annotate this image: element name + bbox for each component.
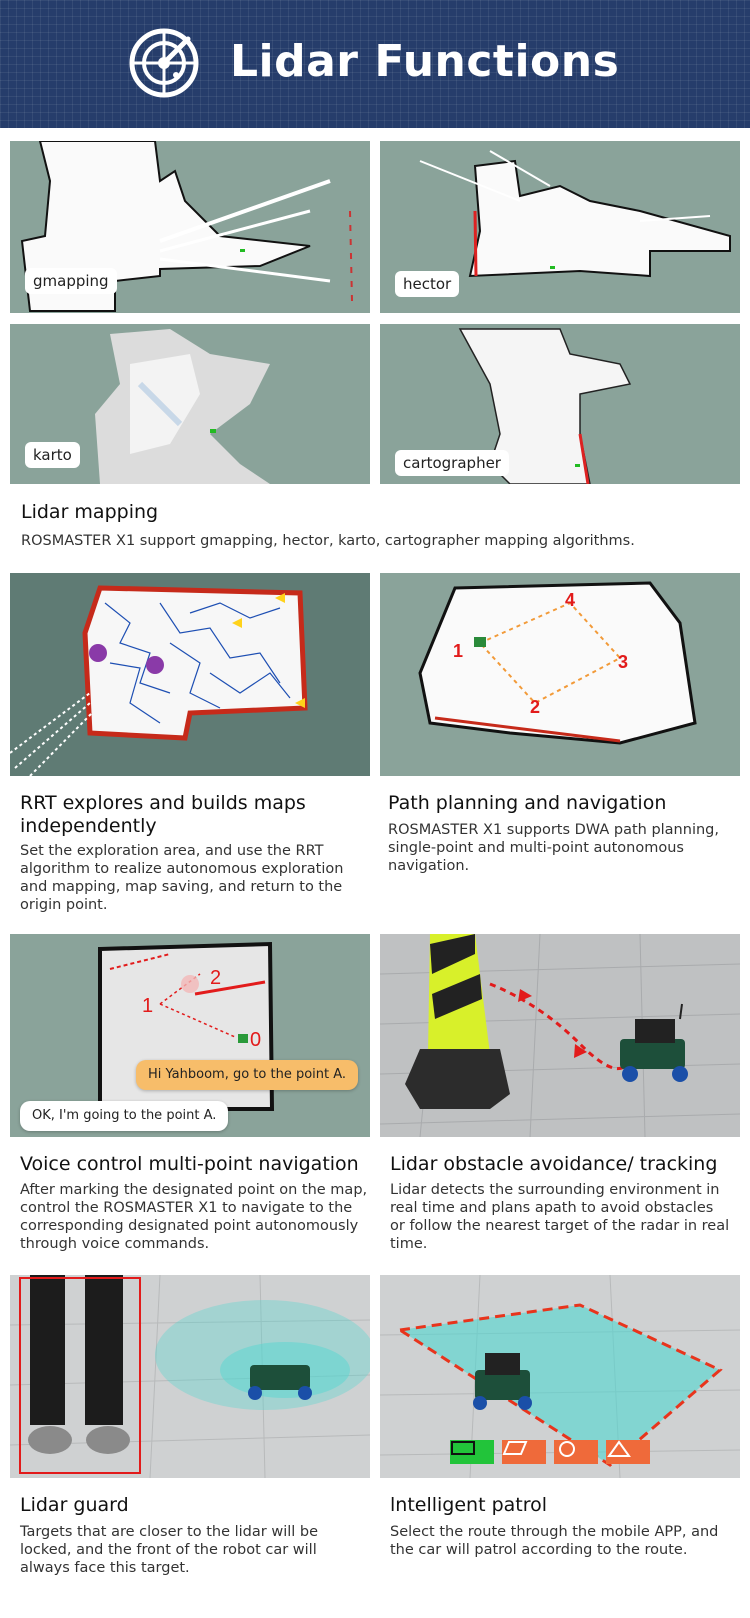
intelligent-patrol-photo (380, 1275, 740, 1478)
rectangle-route-icon (450, 1440, 476, 1456)
karto-map-image (10, 324, 370, 484)
lidar-guard-title: Lidar guard (20, 1494, 129, 1516)
path-desc-line: navigation. (388, 858, 470, 874)
patrol-desc-line: Select the route through the mobile APP, and (390, 1524, 719, 1540)
path-point-2: 2 (530, 697, 541, 717)
hector-map-image (380, 141, 740, 313)
voice-navigation-map-image (10, 934, 370, 1137)
lidar-mapping-desc: ROSMASTER X1 support gmapping, hector, karto, cartographer mapping algorithms. (21, 533, 635, 549)
page-title: Lidar Functions (230, 36, 620, 87)
guard-desc-line: always face this target. (20, 1560, 190, 1576)
rrt-desc-line: and mapping, map saving, and return to the (20, 879, 343, 895)
rrt-desc-line: Set the exploration area, and use the RRT (20, 843, 324, 859)
rrt-desc-line: origin point. (20, 897, 108, 913)
rrt-title-line1: RRT explores and builds maps (20, 792, 306, 814)
circle-route-button[interactable] (554, 1440, 598, 1464)
path-planning-title: Path planning and navigation (388, 792, 667, 814)
voice-point-2: 2 (210, 967, 222, 989)
karto-tag: karto (25, 442, 80, 468)
path-point-4: 4 (565, 590, 576, 610)
voice-desc-line: through voice commands. (20, 1236, 210, 1252)
obstacle-avoidance-photo (380, 934, 740, 1137)
voice-desc-line: After marking the designated point on the map, (20, 1182, 368, 1198)
voice-navigation-title: Voice control multi-point navigation (20, 1153, 359, 1175)
user-voice-bubble: Hi Yahboom, go to the point A. (136, 1060, 358, 1090)
robot-voice-bubble: OK, I'm going to the point A. (20, 1101, 228, 1131)
parallelogram-route-icon (502, 1440, 528, 1456)
obstacle-avoidance-title: Lidar obstacle avoidance/ tracking (390, 1153, 718, 1175)
guard-desc-line: Targets that are closer to the lidar will be (20, 1524, 319, 1540)
path-desc-line: ROSMASTER X1 supports DWA path planning, (388, 822, 719, 838)
gmapping-tag: gmapping (25, 268, 117, 294)
rrt-title-line2: independently (20, 815, 157, 837)
voice-desc-line: corresponding designated point autonomously (20, 1218, 359, 1234)
cartographer-map-image (380, 324, 740, 484)
patrol-desc-line: the car will patrol according to the route. (390, 1542, 688, 1558)
avoid-desc-line: real time and plans apath to avoid obstacles (390, 1200, 714, 1216)
rrt-desc-line: algorithm to realize autonomous exploration (20, 861, 344, 877)
radar-icon (128, 27, 200, 99)
intelligent-patrol-title: lntelligent patrol (390, 1494, 548, 1516)
rectangle-route-button[interactable] (450, 1440, 494, 1464)
parallelogram-route-button[interactable] (502, 1440, 546, 1464)
gmapping-map-image (10, 141, 370, 313)
circle-route-icon (554, 1440, 580, 1458)
avoid-desc-line: time. (390, 1236, 428, 1252)
lidar-guard-photo (10, 1275, 370, 1478)
voice-desc-line: control the ROSMASTER X1 to navigate to the (20, 1200, 353, 1216)
triangle-route-button[interactable] (606, 1440, 650, 1464)
guard-desc-line: locked, and the front of the robot car will (20, 1542, 317, 1558)
hector-tag: hector (395, 271, 459, 297)
voice-point-a: 0 (250, 1029, 262, 1051)
path-desc-line: single-point and multi-point autonomous (388, 840, 684, 856)
avoid-desc-line: Lidar detects the surrounding environment in (390, 1182, 720, 1198)
cartographer-tag: cartographer (395, 450, 509, 476)
header-banner (0, 0, 750, 128)
triangle-route-icon (606, 1440, 632, 1458)
voice-point-1: 1 (142, 995, 154, 1017)
avoid-desc-line: or follow the nearest target of the radar in real (390, 1218, 730, 1234)
rrt-map-image (10, 573, 370, 776)
path-point-1: 1 (453, 641, 464, 661)
lidar-mapping-title: Lidar mapping (21, 501, 159, 523)
path-planning-map-image (380, 573, 740, 776)
path-point-3: 3 (618, 652, 629, 672)
